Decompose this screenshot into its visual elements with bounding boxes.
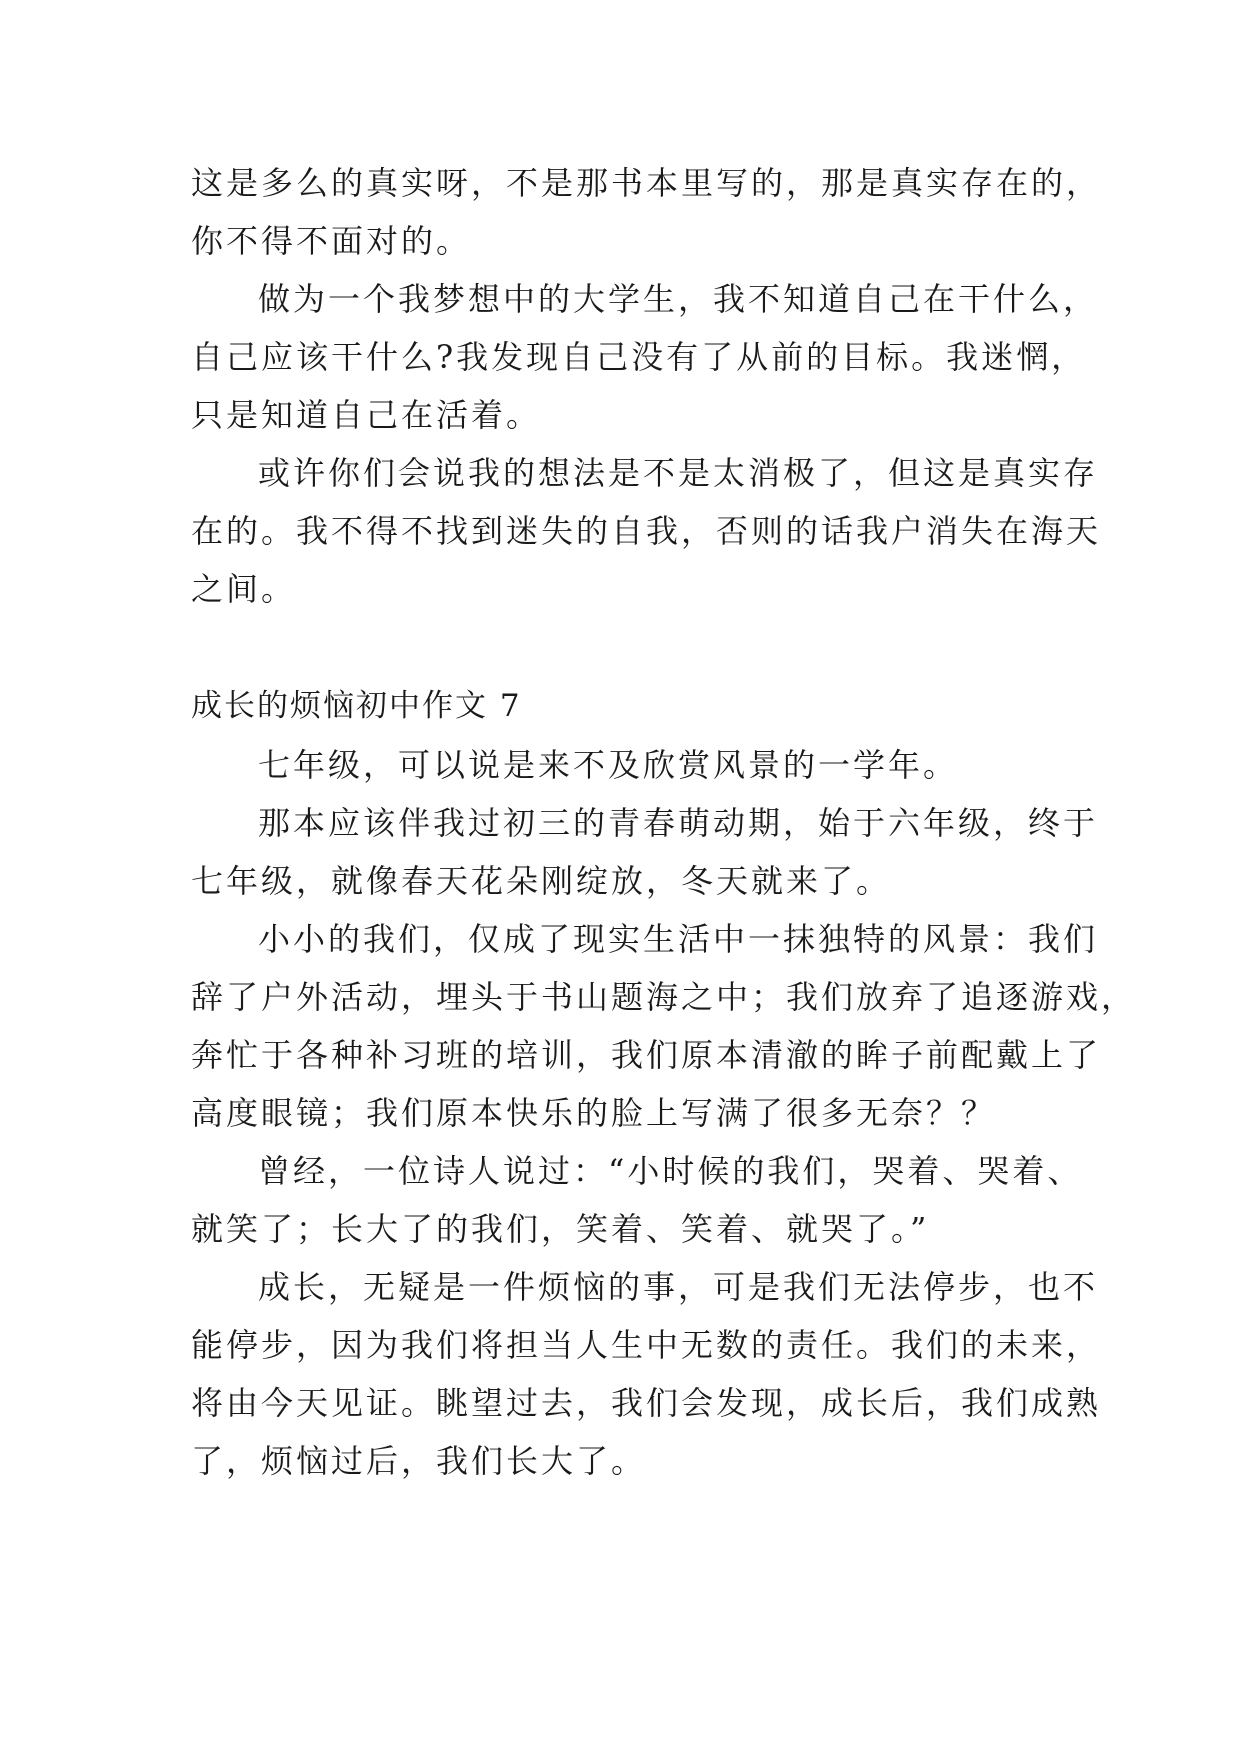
text-line: 这是多么的真实呀，不是那书本里写的，那是真实存在的，: [191, 164, 1102, 202]
essay-heading: 成长的烦恼初中作文 7: [191, 688, 522, 724]
text-line: 就笑了；长大了的我们，笑着、笑着、就哭了。”: [191, 1210, 930, 1248]
text-line: 了，烦恼过后，我们长大了。: [191, 1442, 647, 1480]
text-line: 在的。我不得不找到迷失的自我，否则的话我户消失在海天: [191, 512, 1102, 550]
text-line: 奔忙于各种补习班的培训，我们原本清澈的眸子前配戴上了: [191, 1036, 1102, 1074]
text-line: 高度眼镜；我们原本快乐的脸上写满了很多无奈？？: [191, 1094, 997, 1132]
essay-bottom-section: [191, 736, 1137, 1490]
text-line: 你不得不面对的。: [191, 222, 472, 260]
text-line: 自己应该干什么?我发现自己没有了从前的目标。我迷惘，: [191, 338, 1087, 376]
text-line: 只是知道自己在活着。: [191, 396, 542, 434]
text-line: 小小的我们，仅成了现实生活中一抹独特的风景：我们: [258, 920, 1099, 958]
text-line: 曾经，一位诗人说过：“小时候的我们，哭着、哭着、: [258, 1152, 1083, 1190]
text-line: 七年级，可以说是来不及欣赏风景的一学年。: [258, 746, 959, 784]
text-line: 将由今天见证。眺望过去，我们会发现，成长后，我们成熟: [191, 1384, 1102, 1422]
text-line: 成长，无疑是一件烦恼的事，可是我们无法停步，也不: [258, 1268, 1099, 1306]
text-line: 那本应该伴我过初三的青春萌动期，始于六年级，终于: [258, 804, 1099, 842]
text-line: 辞了户外活动，埋头于书山题海之中；我们放弃了追逐游戏，: [191, 978, 1137, 1016]
text-line: 能停步，因为我们将担当人生中无数的责任。我们的未来，: [191, 1326, 1102, 1364]
text-line: 七年级，就像春天花朵刚绽放，冬天就来了。: [191, 862, 892, 900]
text-line: 做为一个我梦想中的大学生，我不知道自己在干什么，: [258, 280, 1099, 318]
text-line: 或许你们会说我的想法是不是太消极了，但这是真实存: [258, 454, 1099, 492]
essay-top-section: [191, 154, 1102, 618]
text-line: 之间。: [191, 570, 297, 608]
